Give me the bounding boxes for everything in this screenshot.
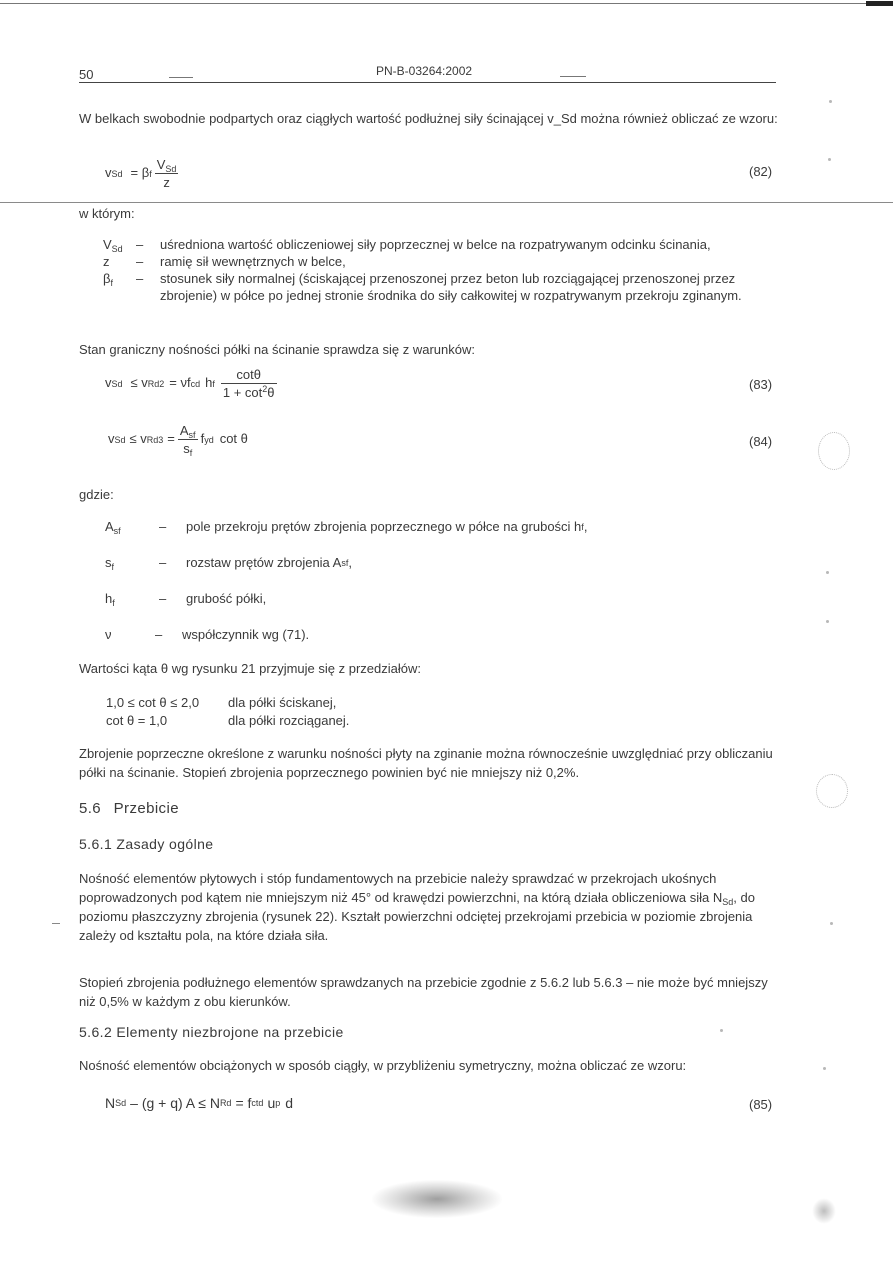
- definition-sf: $s_f$ – rozstaw prętów zbrojenia A sf ,: [105, 555, 352, 572]
- header-dash-left: [169, 77, 193, 78]
- theta-case-desc: dla półki ściskanej,: [228, 695, 337, 710]
- def1-text-z: ramię sił wewnętrznych w belce,: [160, 254, 346, 269]
- eq85-up: u: [267, 1095, 276, 1111]
- scan-speck: [826, 571, 829, 574]
- eq84-v: v: [108, 431, 115, 447]
- gdzie-label: gdzie:: [79, 487, 114, 502]
- def2-text-asf: pole przekroju prętów zbrojenia poprzecznego w półce na grubości h: [186, 519, 582, 534]
- def-dash: –: [159, 555, 167, 570]
- paragraph-5-6-1-a: [79, 869, 781, 945]
- theta-case: [106, 712, 349, 730]
- eq85-mid: – (g + q) A ≤ N: [130, 1095, 220, 1111]
- eq82-denominator: z: [163, 175, 170, 190]
- eq84-denominator: s: [183, 441, 190, 456]
- def1-sym-z: z: [103, 254, 110, 269]
- p561a-text-1: Nośność elementów płytowych i stóp fundamentowych na przebicie należy sprawdzać w przekrojach ukośnych poprowadzonych pod kątem nie mniejszym niż 45° od krawędzi powierzchni, na którą działa obliczeniowa siła N: [79, 871, 723, 905]
- eq82-number: (82): [749, 164, 773, 179]
- scan-noise-blob: [812, 1198, 836, 1224]
- definition-asf: $A_{sf}$ – pole przekroju prętów zbrojenia poprzecznego w półce na grubości h f ,: [105, 519, 588, 536]
- def2-text-hf: grubość półki,: [186, 591, 267, 606]
- def2-sym-hf: h: [105, 591, 113, 606]
- eq84-numerator: A: [179, 423, 189, 438]
- eq84-fraction: [178, 422, 198, 457]
- def2-sub-sf: f: [111, 562, 115, 572]
- theta-cases: [106, 694, 349, 730]
- definition-item: [103, 236, 783, 253]
- def1-text-vsd: uśredniona wartość obliczeniowej siły poprzecznej w belce na rozpatrywanym odcinku ścinania,: [160, 237, 711, 252]
- page-number: 50: [79, 67, 94, 82]
- scan-speck: [829, 100, 832, 103]
- theta-case-desc: dla półki rozciąganej.: [228, 713, 350, 728]
- eq83-v: v: [105, 375, 112, 391]
- scan-speck: [823, 1067, 826, 1070]
- eq84-equals: =: [167, 431, 175, 447]
- eq83-vrd2: ≤ v: [130, 375, 148, 391]
- def2-sym-sf: s: [105, 555, 112, 570]
- section-title: Przebicie: [113, 800, 179, 817]
- def2-sub-hf: f: [112, 598, 115, 608]
- theta-paragraph: Wartości kąta θ wg rysunku 21 przyjmuje się z przedziałów:: [79, 661, 421, 676]
- def-dash: –: [159, 591, 167, 606]
- def-dash: –: [155, 627, 163, 642]
- def2-sub-asf: sf: [113, 526, 121, 536]
- eq83-number: (83): [749, 377, 773, 392]
- definition-item: [103, 270, 783, 304]
- p561a-text-2: , do poziomu płaszczyzny zbrojenia (rysunek 22). Kształt powierzchni odciętej przekrojami przebicia w poziomie zbrojenia zależy od kształtu pola, na które działa siła.: [79, 890, 755, 943]
- scan-top-edge: [0, 3, 893, 4]
- paragraph-5-6-2: Nośność elementów obciążonych w sposób ciągły, w przybliżeniu symetryczny, można obliczać ze wzoru:: [79, 1058, 687, 1073]
- scan-noise-blob: [372, 1180, 502, 1218]
- def1-sym-vsd: V: [103, 237, 112, 252]
- def2-sym-nu: ν: [105, 627, 112, 642]
- zbrojenie-paragraph: Zbrojenie poprzeczne określone z warunku nośności płyty na zginanie można równocześnie uwzględniać przy obliczaniu półki na ścinanie. Stopień zbrojenia poprzecznego powinien być nie mniejszy niż 0,2%.: [79, 746, 773, 780]
- eq83-den-sup: 2: [262, 384, 268, 394]
- standard-code: PN-B-03264:2002: [376, 64, 473, 78]
- eq82-numerator: V: [156, 157, 166, 172]
- eq84-number: (84): [749, 434, 773, 449]
- eq82-lhs: v: [105, 165, 112, 181]
- where-label-1: w którym:: [79, 206, 135, 221]
- punch-hole-mark: [816, 774, 848, 808]
- definitions-list-1: [103, 236, 783, 304]
- def-dash: –: [136, 254, 144, 269]
- definition-hf: [105, 591, 266, 608]
- theta-case-cond: cot θ = 1,0: [106, 713, 168, 728]
- equation-83: v Sd ≤ v Rd2 = νf cd h f $\frac{\cot\theta}{1 + \cot^2\theta}$: [105, 367, 275, 400]
- eq85-n: N: [105, 1095, 116, 1111]
- eq83-hf: h: [205, 375, 213, 391]
- eq83-den-end: θ: [267, 385, 275, 400]
- definition-nu: [105, 627, 309, 644]
- eq83-nufcd: = νf: [169, 375, 191, 391]
- scan-speck: [720, 1029, 723, 1032]
- def2-text-end-sf: ,: [348, 555, 352, 570]
- section-number: 5.6: [79, 800, 102, 817]
- def1-text-beta: stosunek siły normalnej (ściskającej przenoszonej przez beton lub rozciągającej przenoszonej przez zbrojenie) w półce po jednej stronie środnika do siły całkowitej w rozpatrywanym przekroju zginanym.: [160, 271, 742, 303]
- intro-paragraph: W belkach swobodnie podpartych oraz ciągłych wartość podłużnej siły ścinającej v_Sd można również obliczać ze wzoru:: [79, 111, 778, 126]
- scan-speck: [830, 922, 833, 925]
- eq84-vrd3: ≤ v: [129, 431, 147, 447]
- eq84-cot: cot θ: [219, 431, 248, 447]
- def1-sym-beta: β: [103, 271, 111, 286]
- header-rule: [79, 82, 776, 83]
- section-heading-5-6: [79, 799, 179, 819]
- header-dash-right: [560, 76, 586, 77]
- eq82-fraction: [155, 156, 179, 191]
- eq83-den-text: 1 + cot: [222, 385, 263, 400]
- def2-sym-asf: A: [105, 519, 114, 534]
- eq85-fctd: = f: [235, 1095, 252, 1111]
- def-dash: –: [159, 519, 167, 534]
- section-heading-5-6-2: 5.6.2 Elementy niezbrojone na przebicie: [79, 1024, 344, 1040]
- eq83-numerator: cotθ: [221, 366, 277, 384]
- equation-85: N Sd – (g + q) A ≤ N Rd = f ctd u p d: [105, 1095, 294, 1111]
- eq82-numerator-sub: Sd: [165, 164, 177, 174]
- theta-case-cond: 1,0 ≤ cot θ ≤ 2,0: [106, 695, 200, 710]
- punch-hole-mark: [818, 432, 850, 470]
- scan-stray-line: [0, 202, 893, 203]
- eq85-number: (85): [749, 1097, 773, 1112]
- paragraph-5-6-1-b: Stopień zbrojenia podłużnego elementów sprawdzanych na przebicie zgodnie z 5.6.2 lub 5.6.3 – nie może być mniejszy niż 0,5% w każdym z obu kierunków.: [79, 975, 768, 1009]
- scan-dash: [52, 923, 60, 924]
- scan-corner-mark: [866, 1, 893, 6]
- definition-item: [103, 253, 783, 270]
- eq84-numerator-sub: sf: [188, 430, 196, 440]
- def2-text-end-asf: ,: [583, 519, 588, 534]
- scan-speck: [828, 158, 831, 161]
- eq85-d: d: [285, 1095, 294, 1111]
- def2-text-sf: rozstaw prętów zbrojenia A: [186, 555, 342, 570]
- equation-82: v Sd = β f $\frac{V_{Sd}}{z}$: [105, 157, 177, 190]
- def1-sub-beta: f: [110, 278, 113, 288]
- def-dash: –: [136, 271, 144, 286]
- eq83-denominator: [221, 384, 277, 401]
- theta-case: [106, 694, 349, 712]
- eq83-fraction: [221, 366, 277, 401]
- p561a-sub: Sd: [722, 897, 734, 907]
- eq84-fyd: f: [200, 431, 205, 447]
- def2-text-nu: współczynnik wg (71).: [182, 627, 310, 642]
- def1-sub-vsd: Sd: [111, 244, 123, 254]
- scan-speck: [826, 620, 829, 623]
- def-dash: –: [136, 237, 144, 252]
- equation-84: v Sd ≤ v Rd3 = $\frac{A_{sf}}{s_f}$ f yd cot θ: [108, 423, 248, 458]
- section-heading-5-6-1: 5.6.1 Zasady ogólne: [79, 836, 214, 852]
- eq84-denominator-sub: f: [189, 448, 193, 458]
- stan-paragraph: Stan graniczny nośności półki na ścinanie sprawdza się z warunków:: [79, 342, 475, 357]
- eq82-beta: = β: [130, 165, 150, 181]
